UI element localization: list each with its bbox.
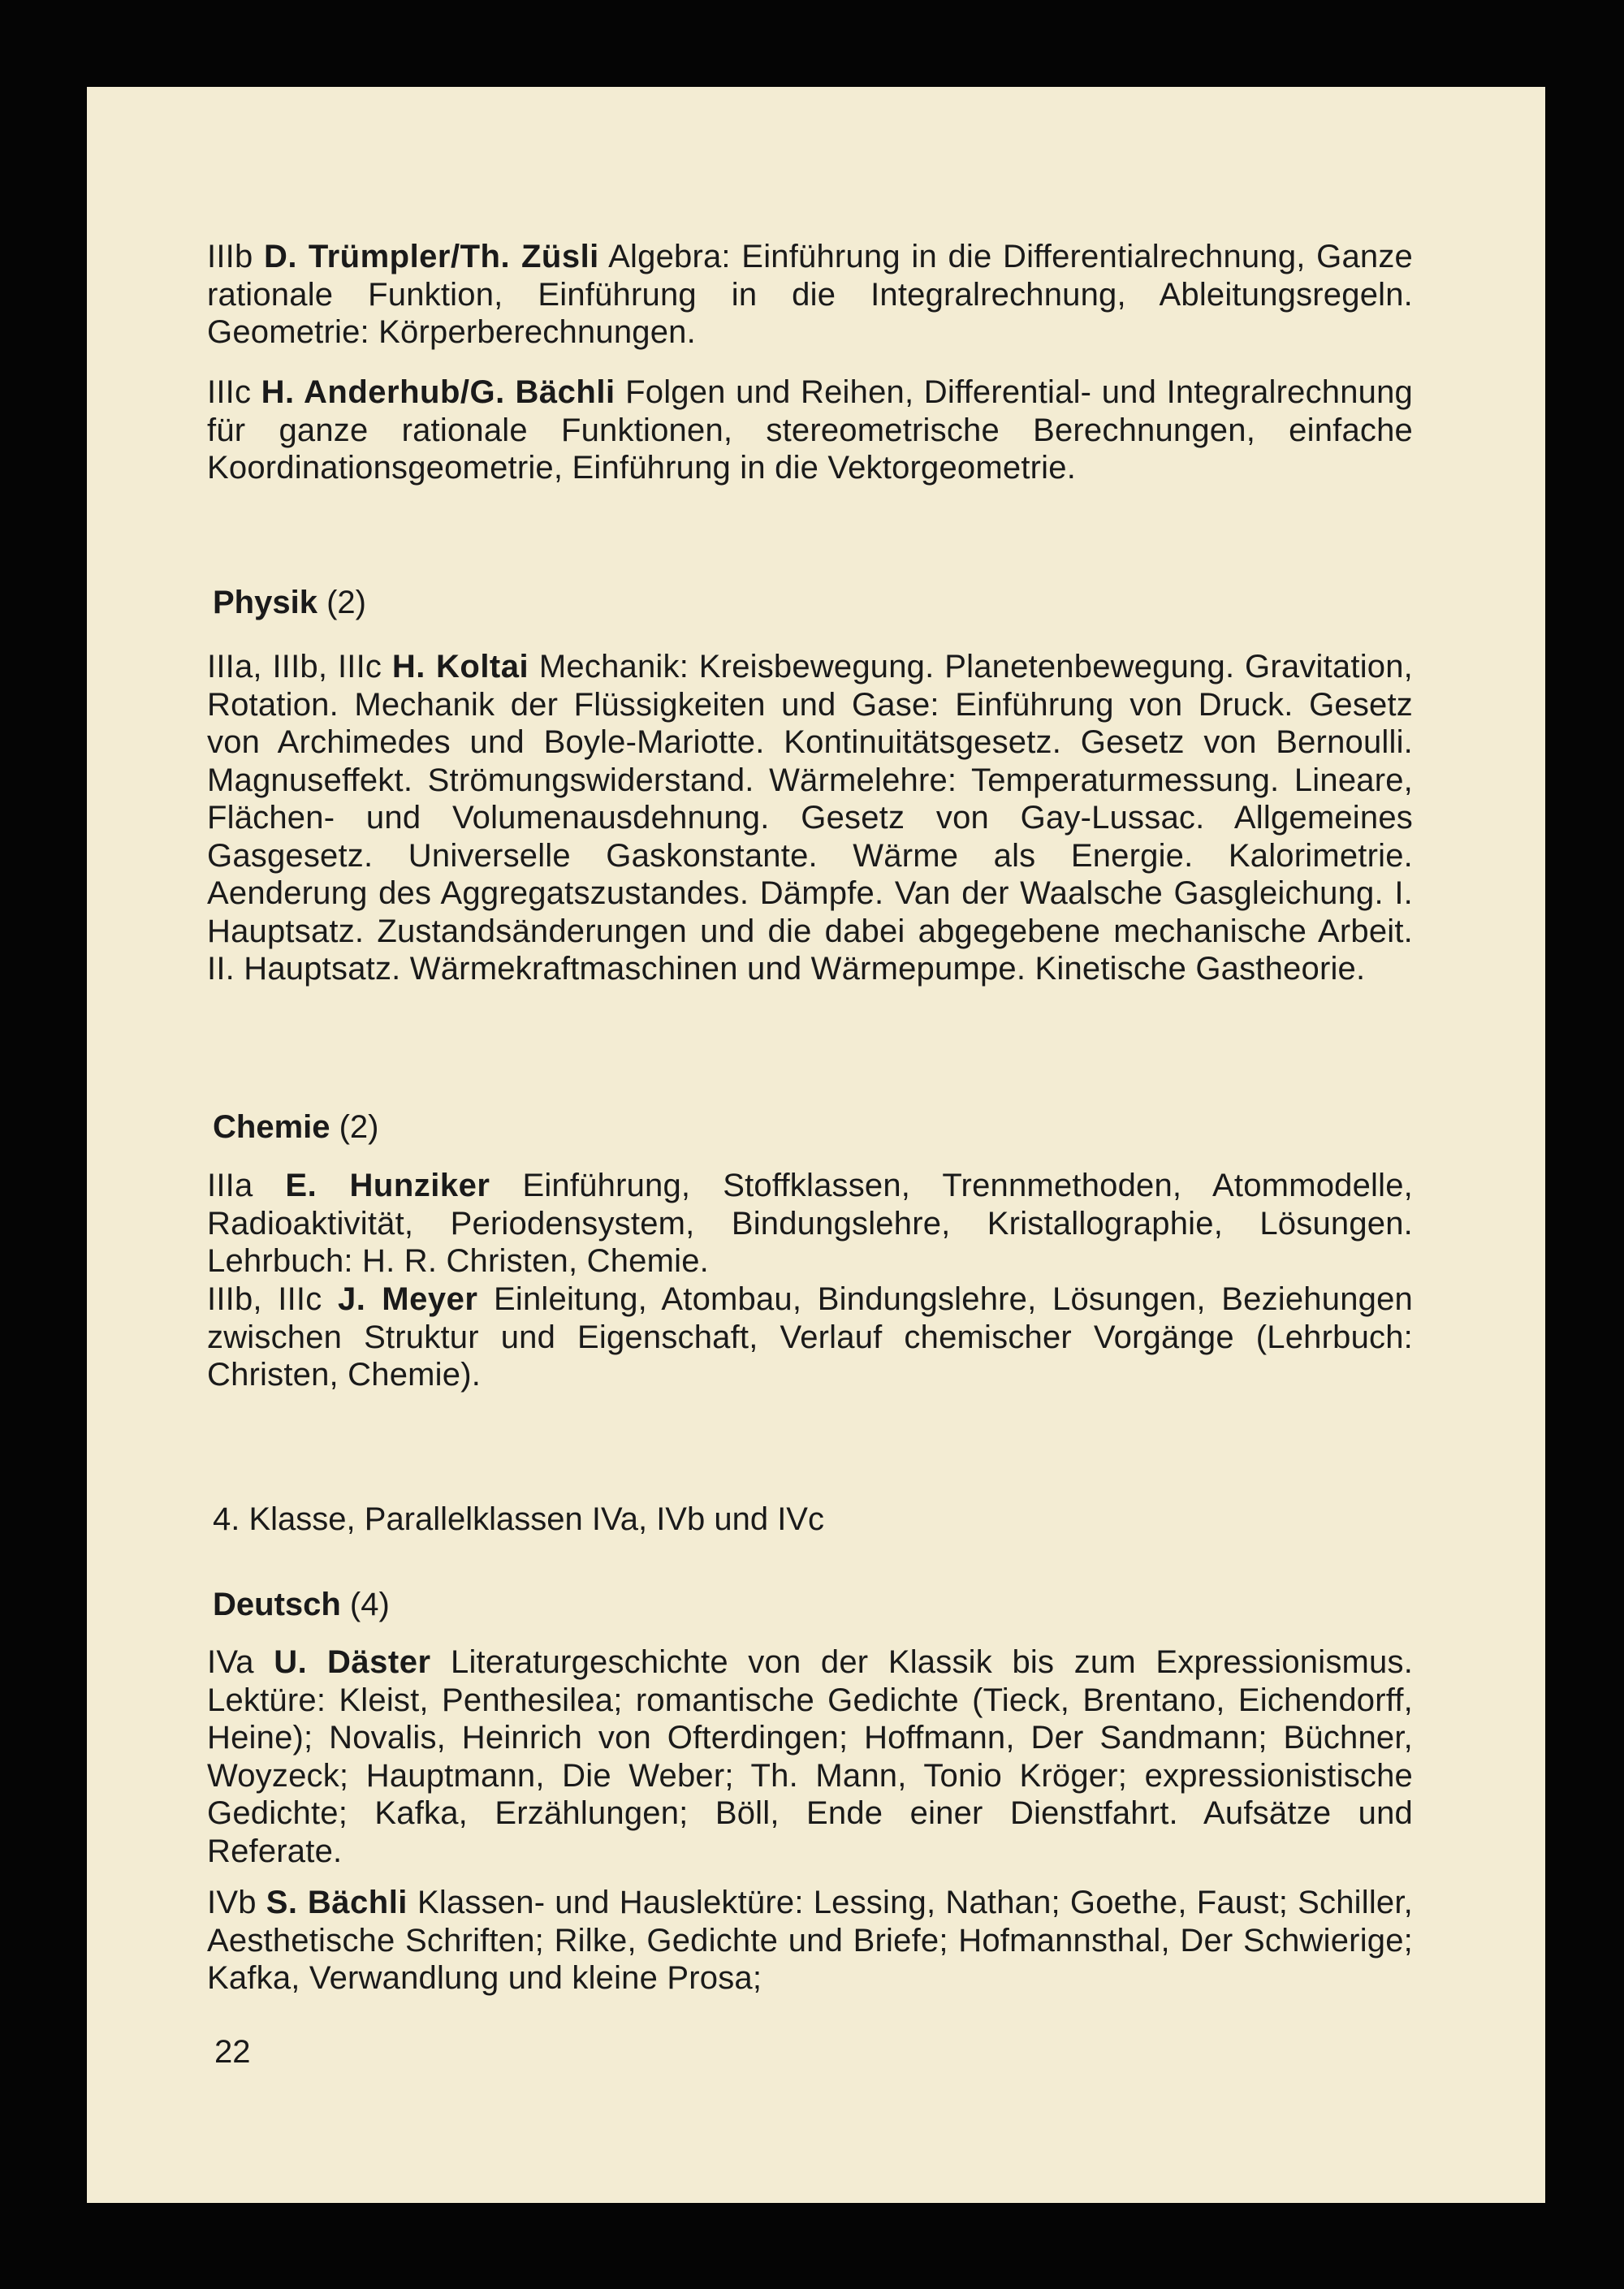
class-label: IVa [207,1644,274,1680]
subject-name: Physik [213,585,317,620]
paragraph-chemie-iiib-iiic [207,1281,1413,1394]
subject-name: Deutsch [213,1587,341,1622]
subject-hours: (4) [340,1587,390,1622]
section-heading-deutsch [213,1586,390,1623]
teacher-name: E. Hunziker [285,1168,490,1203]
course-description: Folgen und Reihen, Differential- und Integralrechnung für ganze rationale Funktionen, stereometrische Berechnungen, einfache Koordinationsgeometrie, Einführung in die Vektorgeometrie. [207,374,1414,486]
teacher-name: S. Bächli [266,1885,408,1920]
teacher-name: D. Trümpler/Th. Züsli [263,239,599,274]
teacher-name: H. Anderhub/G. Bächli [261,374,615,410]
paragraph-mathematik-iiic [207,374,1413,487]
course-description: Einleitung, Atombau, Bindungslehre, Lösungen, Beziehungen zwischen Struktur und Eigenschaft, Verlauf chemischer Vorgänge (Lehrbuch: Christen, Chemie). [207,1281,1413,1393]
course-description: Mechanik: Kreisbewegung. Planetenbewegung. Gravitation, Rotation. Mechanik der Flüssigkeiten und Gase: Einführung von Druck. Gesetz von Archimedes und Boyle-Mariotte. Kontinuitätsgesetz. Gesetz von Bernoulli. Magnuseffekt. Strömungswiderstand. Wärmelehre: Temperaturmessung. Lineare, Flächen- und Volumenausdehnung. Gesetz von Gay-Lussac. Allgemeines Gasgesetz. Universelle Gaskonstante. Wärme als Energie. Kalorimetrie. Aenderung des Aggregatszustandes. Dämpfe. Van der Waalsche Gasgleichung. I. Hauptsatz. Zustandsänderungen und die dabei abgegebene mechanische Arbeit. II. Hauptsatz. Wärmekraftmaschinen und Wärmepumpe. Kinetische Gastheorie. [207,649,1413,987]
course-description: Literaturgeschichte von der Klassik bis zum Expressionismus. Lektüre: Kleist, Penthesilea; romantische Gedichte (Tieck, Brentano, Eichendorff, Heine); Novalis, Heinrich von Ofterdingen; Hoffmann, Der Sandmann; Büchner, Woyzeck; Hauptmann, Die Weber; Th. Mann, Tonio Kröger; expressionistische Gedichte; Kafka, Erzählungen; Böll, Ende einer Dienstfahrt. Aufsätze und Referate. [207,1644,1414,1869]
class-label: IIIb, IIIc [207,1281,339,1317]
class-label: IVb [207,1885,266,1920]
course-description: Klassen- und Hauslektüre: Lessing, Nathan; Goethe, Faust; Schiller, Aesthetische Schriften; Rilke, Gedichte und Briefe; Hofmannsthal, Der Schwierige; Kafka, Verwandlung und kleine Prosa; [207,1885,1413,1996]
subject-hours: (2) [330,1109,379,1145]
subject-name: Chemie [213,1109,330,1145]
document-page [87,87,1545,2203]
class-label: IIIa, IIIb, IIIc [207,649,392,685]
class-label: IIIc [207,374,261,410]
subject-hours: (2) [317,585,366,620]
teacher-name: U. Däster [274,1644,431,1680]
paragraph-deutsch-iva [207,1643,1413,1870]
paragraph-deutsch-ivb [207,1884,1413,1997]
teacher-name: H. Koltai [391,649,529,685]
course-description: Algebra: Einführung in die Differentialrechnung, Ganze rationale Funktion, Einführung in die Integralrechnung, Ableitungsregeln. Geometrie: Körperberechnungen. [207,239,1414,350]
class-heading-text: 4. Klasse, Parallelklassen IVa, IVb und IVc [213,1501,824,1537]
course-description: Einführung, Stoffklassen, Trennmethoden, Atommodelle, Radioaktivität, Periodensystem, Bindungslehre, Kristallographie, Lösungen. Lehrbuch: H. R. Christen, Chemie. [207,1168,1413,1279]
class-heading-4-klasse [213,1501,824,1538]
page-number: 22 [214,2034,251,2070]
section-heading-physik [213,584,366,621]
class-label: IIIb [207,239,264,274]
paragraph-mathematik-iiib [207,238,1413,352]
paragraph-physik-iii [207,648,1413,988]
teacher-name: J. Meyer [338,1281,478,1317]
class-label: IIIa [207,1168,286,1203]
section-heading-chemie [213,1108,379,1146]
paragraph-chemie-iiia [207,1167,1413,1281]
